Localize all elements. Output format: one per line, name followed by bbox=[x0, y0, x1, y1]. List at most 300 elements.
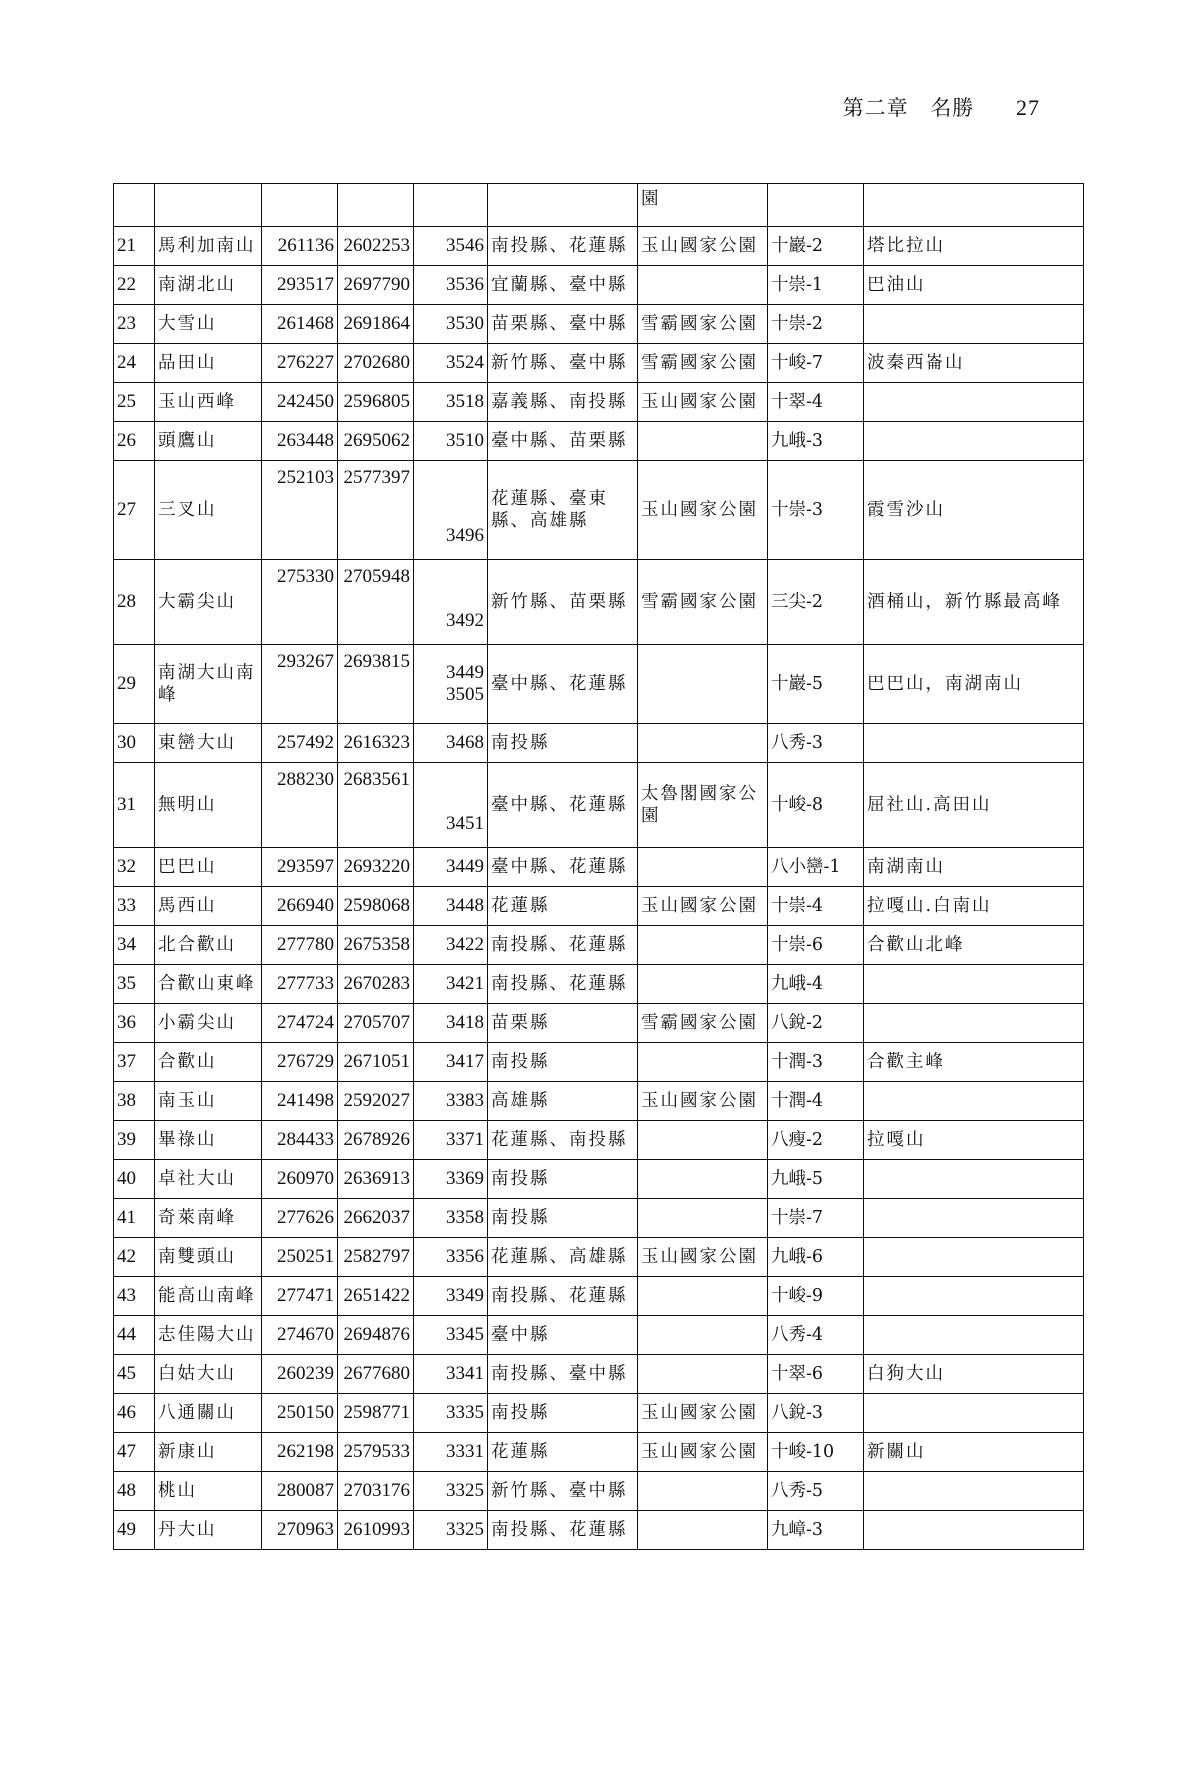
section-label: 名勝 bbox=[930, 96, 975, 120]
elevation-value: 3448 bbox=[446, 895, 484, 916]
cell-alias: 合歡主峰 bbox=[864, 1043, 1084, 1082]
cell-rank: 十巖-5 bbox=[768, 645, 864, 724]
cell-name: 大霸尖山 bbox=[155, 560, 262, 645]
cell-elev bbox=[414, 1394, 488, 1433]
cell-name: 馬西山 bbox=[155, 887, 262, 926]
elevation-value: 3356 bbox=[446, 1246, 484, 1267]
cell-county: 南投縣 bbox=[488, 1394, 638, 1433]
cell-x: 275330 bbox=[262, 560, 338, 645]
cell-no: 40 bbox=[114, 1160, 155, 1199]
cell-elev bbox=[414, 1277, 488, 1316]
cell-county: 南投縣 bbox=[488, 1160, 638, 1199]
cell-county: 南投縣、花蓮縣 bbox=[488, 1277, 638, 1316]
cell-no: 43 bbox=[114, 1277, 155, 1316]
cell-x: 266940 bbox=[262, 887, 338, 926]
cell-x: 263448 bbox=[262, 422, 338, 461]
cell-county: 南投縣、花蓮縣 bbox=[488, 227, 638, 266]
cell-park: 玉山國家公園 bbox=[638, 1394, 768, 1433]
table-row bbox=[114, 1316, 1084, 1355]
cell-alias: 新關山 bbox=[864, 1433, 1084, 1472]
cell-rank: 十翠-6 bbox=[768, 1355, 864, 1394]
cell-elev bbox=[414, 184, 488, 227]
cell-x: 277626 bbox=[262, 1199, 338, 1238]
cell-no: 29 bbox=[114, 645, 155, 724]
elevation-value: 3524 bbox=[446, 352, 484, 373]
cell-elev bbox=[414, 965, 488, 1004]
cell-park bbox=[638, 926, 768, 965]
cell-name: 卓社大山 bbox=[155, 1160, 262, 1199]
cell-elev bbox=[414, 383, 488, 422]
cell-county: 南投縣、臺中縣 bbox=[488, 1355, 638, 1394]
cell-park bbox=[638, 1121, 768, 1160]
chapter-label: 第二章 bbox=[842, 96, 909, 120]
cell-rank: 十峻-7 bbox=[768, 344, 864, 383]
cell-alias bbox=[864, 724, 1084, 763]
cell-y bbox=[338, 184, 414, 227]
cell-y: 2582797 bbox=[338, 1238, 414, 1277]
cell-x: 241498 bbox=[262, 1082, 338, 1121]
elevation-value: 3468 bbox=[446, 732, 484, 753]
cell-alias bbox=[864, 1277, 1084, 1316]
cell-y: 2703176 bbox=[338, 1472, 414, 1511]
cell-no: 38 bbox=[114, 1082, 155, 1121]
cell-name: 北合歡山 bbox=[155, 926, 262, 965]
cell-elev bbox=[414, 422, 488, 461]
cell-x bbox=[262, 184, 338, 227]
table-row bbox=[114, 344, 1084, 383]
cell-rank: 八秀-5 bbox=[768, 1472, 864, 1511]
cell-name: 無明山 bbox=[155, 763, 262, 848]
cell-y: 2683561 bbox=[338, 763, 414, 848]
cell-alias bbox=[864, 383, 1084, 422]
cell-park: 園 bbox=[638, 184, 768, 227]
cell-x: 288230 bbox=[262, 763, 338, 848]
cell-alias bbox=[864, 1316, 1084, 1355]
cell-county: 嘉義縣、南投縣 bbox=[488, 383, 638, 422]
cell-alias: 屈社山.高田山 bbox=[864, 763, 1084, 848]
cell-alias: 波秦西崙山 bbox=[864, 344, 1084, 383]
cell-y: 2694876 bbox=[338, 1316, 414, 1355]
elevation-value: 3530 bbox=[446, 313, 484, 334]
cell-elev bbox=[414, 1511, 488, 1550]
cell-no: 28 bbox=[114, 560, 155, 645]
table-row bbox=[114, 461, 1084, 560]
elevation-value: 3449 bbox=[446, 856, 484, 877]
table-row bbox=[114, 1433, 1084, 1472]
cell-no: 42 bbox=[114, 1238, 155, 1277]
table-row bbox=[114, 266, 1084, 305]
cell-county: 臺中縣、花蓮縣 bbox=[488, 645, 638, 724]
cell-county: 花蓮縣、高雄縣 bbox=[488, 1238, 638, 1277]
table-row bbox=[114, 1043, 1084, 1082]
cell-alias bbox=[864, 305, 1084, 344]
cell-rank: 八銳-3 bbox=[768, 1394, 864, 1433]
cell-rank: 十崇-6 bbox=[768, 926, 864, 965]
cell-y: 2702680 bbox=[338, 344, 414, 383]
table-row bbox=[114, 227, 1084, 266]
table-row bbox=[114, 1277, 1084, 1316]
cell-alias bbox=[864, 965, 1084, 1004]
cell-rank: 十潤-3 bbox=[768, 1043, 864, 1082]
cell-x: 276729 bbox=[262, 1043, 338, 1082]
cell-alias bbox=[864, 1004, 1084, 1043]
cell-park: 雪霸國家公園 bbox=[638, 344, 768, 383]
cell-alias bbox=[864, 1511, 1084, 1550]
cell-name: 白姑大山 bbox=[155, 1355, 262, 1394]
cell-county: 南投縣、花蓮縣 bbox=[488, 926, 638, 965]
cell-county: 臺中縣、花蓮縣 bbox=[488, 763, 638, 848]
cell-y: 2670283 bbox=[338, 965, 414, 1004]
cell-y: 2675358 bbox=[338, 926, 414, 965]
elevation-value: 3369 bbox=[446, 1168, 484, 1189]
table-row bbox=[114, 1238, 1084, 1277]
cell-county: 苗栗縣 bbox=[488, 1004, 638, 1043]
elevation-value: 3422 bbox=[446, 934, 484, 955]
cell-park: 雪霸國家公園 bbox=[638, 1004, 768, 1043]
cell-rank: 十崇-2 bbox=[768, 305, 864, 344]
cell-county bbox=[488, 184, 638, 227]
cell-park bbox=[638, 1043, 768, 1082]
cell-alias bbox=[864, 1472, 1084, 1511]
cell-county: 南投縣、花蓮縣 bbox=[488, 1511, 638, 1550]
cell-elev bbox=[414, 887, 488, 926]
cell-name bbox=[155, 184, 262, 227]
elevation-value: 3451 bbox=[446, 813, 484, 834]
cell-name: 桃山 bbox=[155, 1472, 262, 1511]
cell-no: 22 bbox=[114, 266, 155, 305]
cell-name: 玉山西峰 bbox=[155, 383, 262, 422]
cell-elev bbox=[414, 344, 488, 383]
cell-name: 丹大山 bbox=[155, 1511, 262, 1550]
cell-no: 21 bbox=[114, 227, 155, 266]
cell-name: 南玉山 bbox=[155, 1082, 262, 1121]
table-row bbox=[114, 1082, 1084, 1121]
cell-elev bbox=[414, 926, 488, 965]
cell-county: 花蓮縣、南投縣 bbox=[488, 1121, 638, 1160]
cell-elev bbox=[414, 1316, 488, 1355]
cell-x: 293267 bbox=[262, 645, 338, 724]
elevation-value: 3325 bbox=[446, 1480, 484, 1501]
cell-rank: 十翠-4 bbox=[768, 383, 864, 422]
cell-alias bbox=[864, 1082, 1084, 1121]
cell-park: 玉山國家公園 bbox=[638, 227, 768, 266]
cell-alias bbox=[864, 1160, 1084, 1199]
cell-no: 45 bbox=[114, 1355, 155, 1394]
elevation-value: 3383 bbox=[446, 1090, 484, 1111]
cell-elev bbox=[414, 305, 488, 344]
cell-rank bbox=[768, 184, 864, 227]
cell-park bbox=[638, 724, 768, 763]
cell-elev bbox=[414, 1199, 488, 1238]
cell-park bbox=[638, 645, 768, 724]
cell-park: 太魯閣國家公園 bbox=[638, 763, 768, 848]
cell-x: 261136 bbox=[262, 227, 338, 266]
cell-name: 品田山 bbox=[155, 344, 262, 383]
cell-x: 260239 bbox=[262, 1355, 338, 1394]
table-row bbox=[114, 763, 1084, 848]
cell-y: 2592027 bbox=[338, 1082, 414, 1121]
cell-park bbox=[638, 1277, 768, 1316]
cell-no: 31 bbox=[114, 763, 155, 848]
cell-park bbox=[638, 1511, 768, 1550]
cell-name: 合歡山 bbox=[155, 1043, 262, 1082]
cell-y: 2598068 bbox=[338, 887, 414, 926]
cell-name: 南湖北山 bbox=[155, 266, 262, 305]
cell-y: 2693815 bbox=[338, 645, 414, 724]
cell-y: 2598771 bbox=[338, 1394, 414, 1433]
cell-y: 2662037 bbox=[338, 1199, 414, 1238]
cell-y: 2697790 bbox=[338, 266, 414, 305]
cell-elev bbox=[414, 848, 488, 887]
cell-no: 23 bbox=[114, 305, 155, 344]
cell-x: 293597 bbox=[262, 848, 338, 887]
elevation-value: 3510 bbox=[446, 430, 484, 451]
cell-county: 宜蘭縣、臺中縣 bbox=[488, 266, 638, 305]
table-row bbox=[114, 926, 1084, 965]
cell-elev bbox=[414, 645, 488, 724]
cell-no bbox=[114, 184, 155, 227]
table-row bbox=[114, 848, 1084, 887]
elevation-value: 3358 bbox=[446, 1207, 484, 1228]
cell-county: 花蓮縣、臺東縣、高雄縣 bbox=[488, 461, 638, 560]
cell-rank: 十峻-10 bbox=[768, 1433, 864, 1472]
cell-no: 33 bbox=[114, 887, 155, 926]
table-row bbox=[114, 383, 1084, 422]
cell-x: 293517 bbox=[262, 266, 338, 305]
cell-county: 高雄縣 bbox=[488, 1082, 638, 1121]
cell-county: 南投縣 bbox=[488, 1199, 638, 1238]
cell-x: 261468 bbox=[262, 305, 338, 344]
cell-name: 合歡山東峰 bbox=[155, 965, 262, 1004]
elevation-value: 3331 bbox=[446, 1441, 484, 1462]
cell-x: 250150 bbox=[262, 1394, 338, 1433]
elevation-value: 3371 bbox=[446, 1129, 484, 1150]
table-row bbox=[114, 1004, 1084, 1043]
cell-alias bbox=[864, 1394, 1084, 1433]
cell-y: 2579533 bbox=[338, 1433, 414, 1472]
elevation-value: 3492 bbox=[446, 610, 484, 631]
cell-no: 36 bbox=[114, 1004, 155, 1043]
cell-county: 南投縣 bbox=[488, 724, 638, 763]
cell-park: 玉山國家公園 bbox=[638, 1238, 768, 1277]
table-row bbox=[114, 305, 1084, 344]
cell-park: 雪霸國家公園 bbox=[638, 305, 768, 344]
cell-elev bbox=[414, 1121, 488, 1160]
cell-x: 250251 bbox=[262, 1238, 338, 1277]
cell-county: 花蓮縣 bbox=[488, 1433, 638, 1472]
cell-park bbox=[638, 1160, 768, 1199]
cell-y: 2695062 bbox=[338, 422, 414, 461]
cell-rank: 九峨-4 bbox=[768, 965, 864, 1004]
table-row bbox=[114, 1355, 1084, 1394]
cell-y: 2596805 bbox=[338, 383, 414, 422]
cell-y: 2677680 bbox=[338, 1355, 414, 1394]
cell-elev bbox=[414, 1472, 488, 1511]
cell-rank: 九峨-3 bbox=[768, 422, 864, 461]
cell-park: 玉山國家公園 bbox=[638, 1433, 768, 1472]
cell-elev bbox=[414, 461, 488, 560]
cell-no: 46 bbox=[114, 1394, 155, 1433]
cell-elev bbox=[414, 266, 488, 305]
table-row bbox=[114, 560, 1084, 645]
elevation-value: 3349 bbox=[446, 1285, 484, 1306]
cell-y: 2678926 bbox=[338, 1121, 414, 1160]
cell-name: 能高山南峰 bbox=[155, 1277, 262, 1316]
cell-no: 44 bbox=[114, 1316, 155, 1355]
cell-rank: 八小巒-1 bbox=[768, 848, 864, 887]
cell-y: 2691864 bbox=[338, 305, 414, 344]
cell-no: 37 bbox=[114, 1043, 155, 1082]
cell-no: 48 bbox=[114, 1472, 155, 1511]
elevation-value: 3536 bbox=[446, 274, 484, 295]
cell-y: 2671051 bbox=[338, 1043, 414, 1082]
elevation-value: 3325 bbox=[446, 1519, 484, 1540]
cell-name: 巴巴山 bbox=[155, 848, 262, 887]
table-row bbox=[114, 965, 1084, 1004]
table-row bbox=[114, 645, 1084, 724]
cell-no: 41 bbox=[114, 1199, 155, 1238]
table-row bbox=[114, 887, 1084, 926]
elevation-value: 3449 bbox=[446, 662, 484, 683]
cell-rank: 八瘦-2 bbox=[768, 1121, 864, 1160]
table-row bbox=[114, 422, 1084, 461]
cell-x: 260970 bbox=[262, 1160, 338, 1199]
cell-y: 2610993 bbox=[338, 1511, 414, 1550]
cell-no: 47 bbox=[114, 1433, 155, 1472]
cell-y: 2705707 bbox=[338, 1004, 414, 1043]
page-header bbox=[843, 92, 1040, 122]
cell-rank: 八銳-2 bbox=[768, 1004, 864, 1043]
elevation-value: 3546 bbox=[446, 235, 484, 256]
cell-elev bbox=[414, 1160, 488, 1199]
elevation-value: 3496 bbox=[446, 525, 484, 546]
cell-name: 馬利加南山 bbox=[155, 227, 262, 266]
cell-alias bbox=[864, 1238, 1084, 1277]
cell-no: 25 bbox=[114, 383, 155, 422]
cell-county: 新竹縣、臺中縣 bbox=[488, 1472, 638, 1511]
cell-rank: 九嶂-3 bbox=[768, 1511, 864, 1550]
cell-x: 284433 bbox=[262, 1121, 338, 1160]
cell-alias: 塔比拉山 bbox=[864, 227, 1084, 266]
cell-no: 30 bbox=[114, 724, 155, 763]
cell-rank: 十潤-4 bbox=[768, 1082, 864, 1121]
cell-rank: 九峨-5 bbox=[768, 1160, 864, 1199]
cell-county: 新竹縣、臺中縣 bbox=[488, 344, 638, 383]
cell-rank: 十崇-4 bbox=[768, 887, 864, 926]
cell-y: 2577397 bbox=[338, 461, 414, 560]
cell-no: 32 bbox=[114, 848, 155, 887]
cell-county: 新竹縣、苗栗縣 bbox=[488, 560, 638, 645]
cell-rank: 十峻-9 bbox=[768, 1277, 864, 1316]
cell-alias bbox=[864, 422, 1084, 461]
cell-x: 274724 bbox=[262, 1004, 338, 1043]
table-row bbox=[114, 724, 1084, 763]
continuation-row bbox=[114, 184, 1084, 227]
cell-elev bbox=[414, 560, 488, 645]
cell-elev bbox=[414, 1355, 488, 1394]
elevation-value: 3417 bbox=[446, 1051, 484, 1072]
cell-name: 奇萊南峰 bbox=[155, 1199, 262, 1238]
cell-county: 南投縣 bbox=[488, 1043, 638, 1082]
cell-no: 39 bbox=[114, 1121, 155, 1160]
cell-name: 東巒大山 bbox=[155, 724, 262, 763]
cell-name: 小霸尖山 bbox=[155, 1004, 262, 1043]
table-row bbox=[114, 1394, 1084, 1433]
cell-name: 南雙頭山 bbox=[155, 1238, 262, 1277]
cell-county: 南投縣、花蓮縣 bbox=[488, 965, 638, 1004]
cell-rank: 十巖-2 bbox=[768, 227, 864, 266]
cell-no: 49 bbox=[114, 1511, 155, 1550]
cell-rank: 十峻-8 bbox=[768, 763, 864, 848]
cell-x: 277471 bbox=[262, 1277, 338, 1316]
mountain-table bbox=[113, 183, 1083, 1550]
cell-park bbox=[638, 422, 768, 461]
cell-name: 八通關山 bbox=[155, 1394, 262, 1433]
cell-y: 2616323 bbox=[338, 724, 414, 763]
cell-x: 274670 bbox=[262, 1316, 338, 1355]
cell-x: 276227 bbox=[262, 344, 338, 383]
cell-x: 262198 bbox=[262, 1433, 338, 1472]
cell-county: 苗栗縣、臺中縣 bbox=[488, 305, 638, 344]
cell-alias: 南湖南山 bbox=[864, 848, 1084, 887]
cell-no: 24 bbox=[114, 344, 155, 383]
cell-alias: 酒桶山，新竹縣最高峰 bbox=[864, 560, 1084, 645]
cell-rank: 十崇-1 bbox=[768, 266, 864, 305]
cell-park bbox=[638, 848, 768, 887]
table-row bbox=[114, 1472, 1084, 1511]
cell-alias bbox=[864, 184, 1084, 227]
elevation-value-alt: 3505 bbox=[446, 684, 484, 705]
cell-rank: 八秀-3 bbox=[768, 724, 864, 763]
cell-elev bbox=[414, 1043, 488, 1082]
cell-no: 34 bbox=[114, 926, 155, 965]
cell-park bbox=[638, 1355, 768, 1394]
cell-name: 畢祿山 bbox=[155, 1121, 262, 1160]
elevation-value: 3418 bbox=[446, 1012, 484, 1033]
table-row bbox=[114, 1511, 1084, 1550]
cell-county: 臺中縣、花蓮縣 bbox=[488, 848, 638, 887]
cell-county: 花蓮縣 bbox=[488, 887, 638, 926]
cell-county: 臺中縣、苗栗縣 bbox=[488, 422, 638, 461]
cell-alias: 拉嘎山 bbox=[864, 1121, 1084, 1160]
cell-name: 頭鷹山 bbox=[155, 422, 262, 461]
cell-x: 277733 bbox=[262, 965, 338, 1004]
cell-name: 南湖大山南峰 bbox=[155, 645, 262, 724]
cell-park bbox=[638, 965, 768, 1004]
cell-park: 雪霸國家公園 bbox=[638, 560, 768, 645]
cell-alias: 霞雪沙山 bbox=[864, 461, 1084, 560]
cell-alias: 巴巴山，南湖南山 bbox=[864, 645, 1084, 724]
cell-alias bbox=[864, 1199, 1084, 1238]
cell-rank: 十崇-7 bbox=[768, 1199, 864, 1238]
cell-no: 35 bbox=[114, 965, 155, 1004]
elevation-value: 3518 bbox=[446, 391, 484, 412]
cell-x: 252103 bbox=[262, 461, 338, 560]
cell-y: 2705948 bbox=[338, 560, 414, 645]
table-row bbox=[114, 1199, 1084, 1238]
cell-elev bbox=[414, 763, 488, 848]
cell-y: 2693220 bbox=[338, 848, 414, 887]
cell-x: 280087 bbox=[262, 1472, 338, 1511]
cell-alias: 合歡山北峰 bbox=[864, 926, 1084, 965]
cell-elev bbox=[414, 1238, 488, 1277]
cell-y: 2651422 bbox=[338, 1277, 414, 1316]
cell-park: 玉山國家公園 bbox=[638, 887, 768, 926]
cell-park bbox=[638, 1199, 768, 1238]
cell-park: 玉山國家公園 bbox=[638, 461, 768, 560]
cell-alias: 白狗大山 bbox=[864, 1355, 1084, 1394]
cell-y: 2636913 bbox=[338, 1160, 414, 1199]
